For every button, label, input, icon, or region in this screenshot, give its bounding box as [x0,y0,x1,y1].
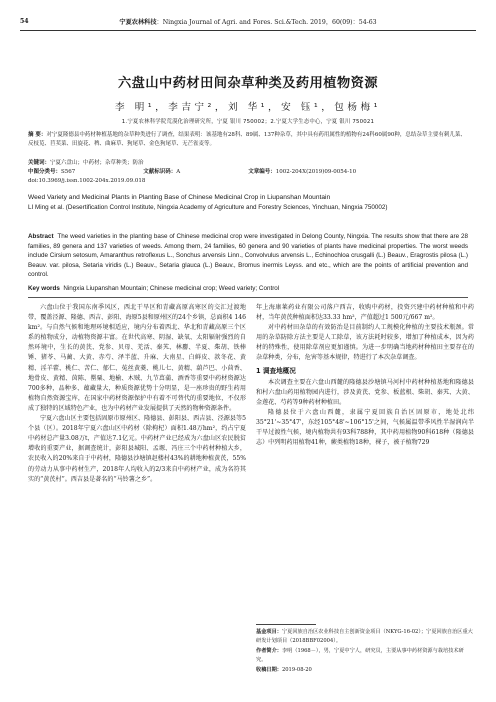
header-rule [20,30,476,31]
author-bio: 作者简介：李明（1968－），男，宁夏中宁人，研究员，主要从事中药材资源与栽培技术研究。 [256,647,464,664]
english-keywords-text: Ningxia Liupanshan Mountain; Chinese medicinal crop; Weed variety; Control [63,285,280,292]
doi: doi:10.3969/j.issn.1002-204x.2019.09.018 [28,178,146,184]
english-title: Weed Variety and Medicinal Plants in Planting Base of Chinese Medicinal Crop in Liupanshan Mountain [28,194,331,201]
english-abstract-text: The weed varieties in the planting base of Chinese medicinal crop were investigated in Delong County, Ningxia. The results show that there are 28 families, 89 genera and 137 varieties of weeds. Among them, 24 families, 60 genera and 90 varieties of plants have medicinal properties. The worst weeds include Cirsium setosum, Amaranthus retroflexus L., Sonchus arvensis Linn., Convolvulus arvensis L., Echinochloa crusgalli (L.) Beauv., Eragrostis pilosa (L.) Beauv. var. pilosa, Setaria viridis (L.) Beauv., Setaria glauca (L.) Beauv., Bromus inermis Leyss. and etc., which are the points of artificial prevention and control. [28,233,469,279]
english-abstract-label: Abstract [28,233,54,240]
affiliation: 1.宁夏农林科学院荒漠化治理研究所，宁夏 银川 750002；2.宁夏大学生态中心，宁夏 银川 750021 [121,119,375,125]
body-paragraph: 隆德县位于六盘山西麓，隶属宁夏回族自治区固原市，地处北纬35°21'~35°47'，东经105°48'~106°15'之间，气候属温带季风性半湿润向半干旱过渡性气候，境内植物共有93科788种，其中药用植物90科618种（隆德县志）中列明药用植物41种，蕨类植物18种，裸子，被子植物729 [256,408,474,447]
section-heading: 1 调查地概况 [256,366,296,375]
author-list: 李 明¹，李吉宁²，刘 华¹，安 钰¹，包杨梅¹ [115,102,381,113]
article-number: 文章编号：1002-204X(2019)09-0054-10 [248,169,357,175]
body-paragraph: 年上海康莱药业有限公司落户西吉，收购中药材，投资兴建中药材种植和中药材，当年黄芪种植面积达33.33 hm²，产值超过1 500元/667 m²。 [256,304,474,322]
journal-name-en: Ningxia Journal of Agri. and Fores. Sci.&Tech. 2019，60(09)：54-63 [162,18,377,26]
funding-note: 基金项目：宁夏回族自治区农业科技自主创新资金项目（NKYG-16-02）；宁夏回族自治区重大研发计划项目（2018BBF02004）。 [256,629,473,645]
abstract-rule [28,297,468,298]
abstract-cn [28,131,468,150]
footnote-rule [256,624,316,625]
body-paragraph: 六盘山位于我国东南季风区，西北干旱区和青藏高原高寒区的交汇过渡地带，覆盖泾源、隆德、西吉、彭阳、海原5县和原州区的24个乡镇，总面积4 146 km²。与自然气候和地理环境相适应，境内分布着西北、华北和青藏高原三个区系的植物成分，动植物资源丰富。在世代高寒、阴湿、缺氧、太阳辐射强烈的自然环境中，生长的黄芪、党参、贝母、羌活、秦艽、林麝、半夏、柴胡、铁棒锤、猪苓、马蔺、大黄、赤芍、泽半蓝、升麻、大南星、白鲜皮、款冬花、黄精、淫羊藿、桃仁、苦仁、郁仁、菟丝黄菱、桃儿七、黄精、葫芦巴、小茴香、地骨皮、黄精、茵陈、罂粟、地榆、木贼、九节菖蒲、酒香等重要中药材资源达700多种，品种多、蕴藏量大，种质资源优势十分明显，是一座珍贵的野生药用植物自然资源宝库，在国家中药材资源保护中有着不可替代的重要地位，不仅形成了独特的区域特色产业，也为中药材产业发展提供了天然的物种资源条件。 [28,304,246,412]
classification-row [28,168,468,177]
keywords-text: 宁夏六盘山；中药材；杂草种类；防治 [50,160,144,166]
page-number: 54 [20,17,29,25]
abstract-text: 对宁夏隆德县中药材种植基地的杂草种类进行了调查，结果表明：该基地有28科、89属、137种杂草，其中具有药用属性的植物有24科60属90种，总结杂草主要有刺儿菜、反枝苋、苣荬菜、田旋花、稗、曲麻草、狗尾草、金色狗尾草、无芒雀麦等。 [28,132,466,148]
footnote-block [256,628,474,675]
body-column-right [256,303,474,448]
abstract-label: 摘 要： [28,132,47,138]
body-paragraph: 宁夏六盘山区主要包括固原市原州区、隆德县、彭阳县、西吉县、泾源县等5个县（区）。2018年宁夏六盘山区中药材（除枸杞）面积1.48万hm²，约占宁夏中药材总产量3.08万t，产值达7.1亿元。中药材产业已经成为六盘山区农民脱贫增收的重要产业，据调查统计，彭阳县城阳、孟塬、冯庄三个中药材种植大乡，农民收入的20%来自于中药材，隆德县沙塘镇赵楼村43%的耕地种植黄芪，55%的劳动力从事中药材生产，2018年人均收入的2/3来自中药材产业，成为名符其实的“黄芪村”。西吉县是著名的“马铃薯之乡”。 [28,415,246,483]
running-header [20,14,476,28]
paper-title: 六盘山中药材田间杂草种类及药用植物资源 [117,76,379,91]
body-paragraph: 本次调查主要在六盘山西麓的隆德县沙塘镇马河村中药材种植基地和隆德县和村六盘山药用植物园内进行，涉及黄芪、党参、板蓝根、柴胡、秦艽、大黄、金莲花、芍药等9种药材种植田。 [256,378,474,406]
english-keywords [28,284,468,294]
received-date: 收稿日期：2019-08-20 [256,666,312,673]
doc-code: 文献标识码：A [143,169,181,175]
keywords-cn [28,159,468,168]
keywords-label: 关键词： [28,160,51,166]
journal-name: 宁夏农林科技：Ningxia Journal of Agri. and Fores. Sci.&Tech. 2019，60(09)：54-63 [119,18,377,26]
journal-name-cn: 宁夏农林科技 [119,18,157,26]
english-authors: LI Ming et al. (Desertification Control Institute, Ningxia Academy of Agriculture and Forestry Sciences, Yinchuan, Ningxia 750002) [28,204,388,211]
body-paragraph: 对中药材田杂草的有效防治是目前制约人工规模化种植的主要技术瓶颈。常用的杂草防除方法主要是人工除草，该方法耗时较多，增加了种植成本，因为药材的特殊性，使用除草剂应更加谨慎。为进一步明确当地药材种植田主要存在的杂草种类，分布，危害等基本规律，特进行了本次杂草调查。 [256,324,474,362]
body-column-left [28,303,246,485]
clc-code: 中图分类号：S567 [28,169,76,175]
english-keywords-label: Key words [28,285,60,292]
english-abstract [28,232,468,280]
